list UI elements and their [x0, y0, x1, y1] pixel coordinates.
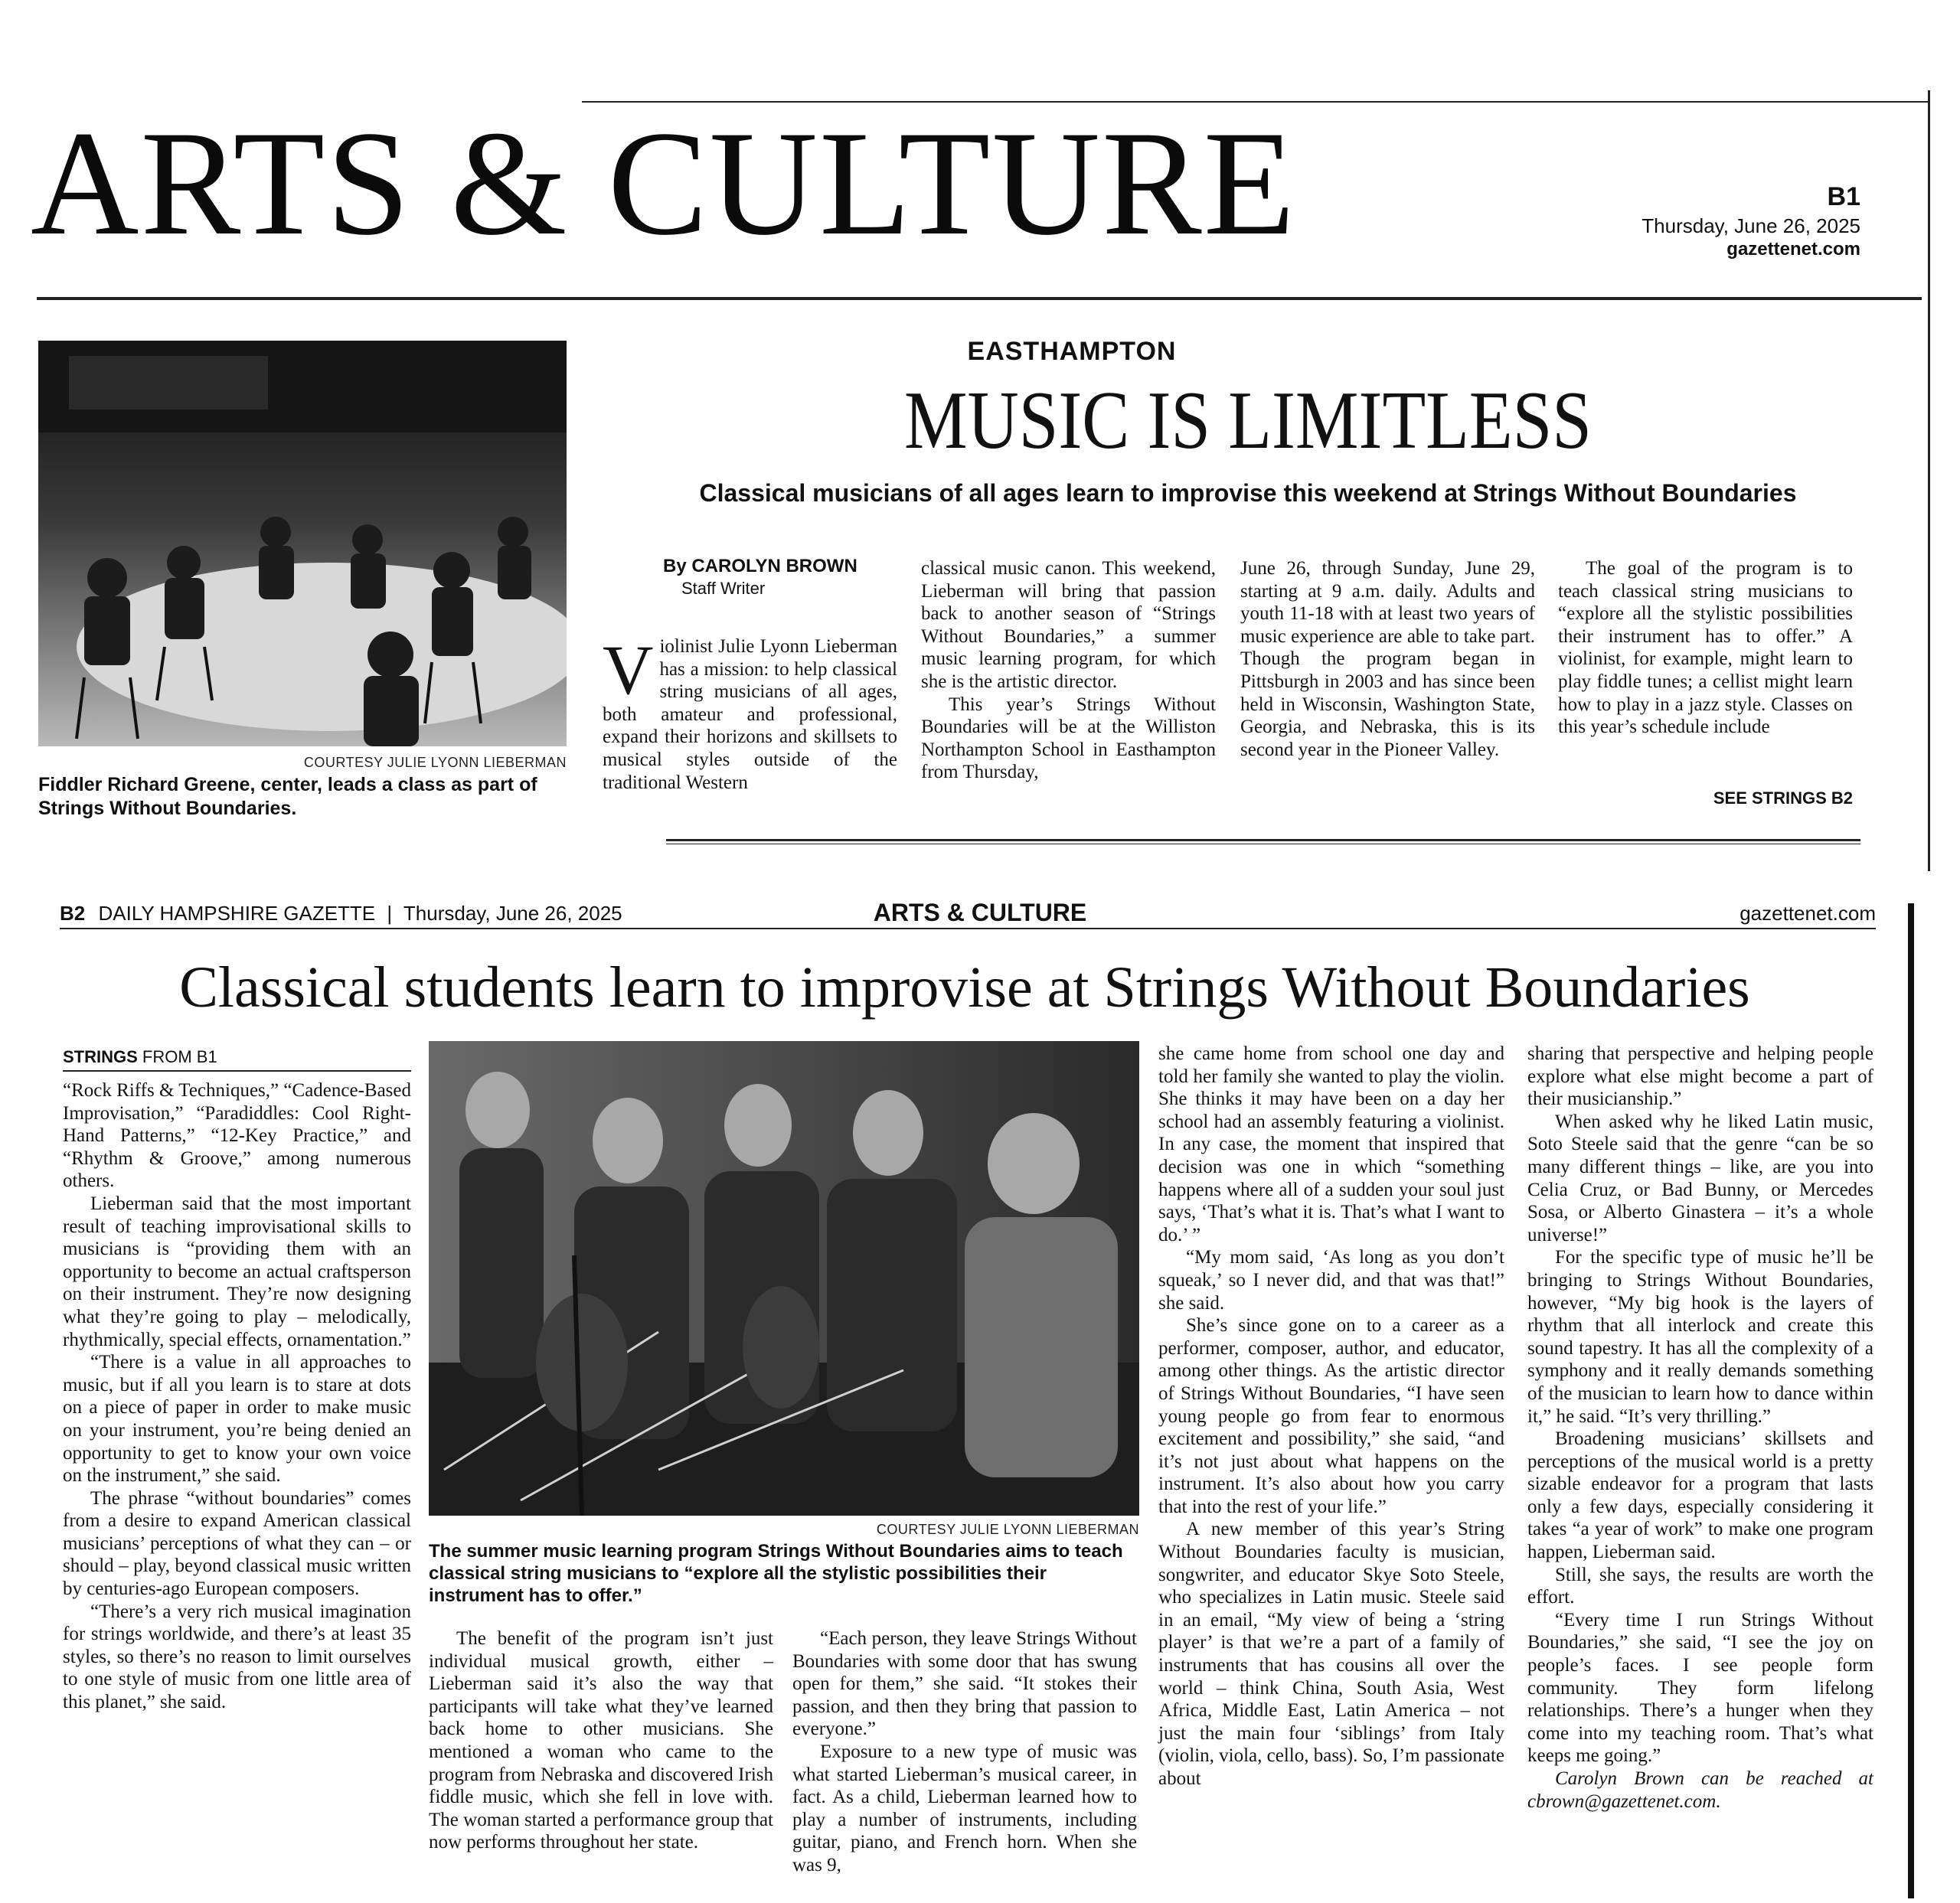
website: gazettenet.com [1726, 239, 1860, 260]
page2-photo-credit: COURTESY JULIE LYONN LIEBERMAN [876, 1522, 1139, 1537]
byline: By CAROLYN BROWN [663, 556, 858, 576]
jump-from-page: FROM B1 [142, 1047, 217, 1066]
folio-divider: | [387, 902, 393, 925]
byline-title: Staff Writer [681, 579, 766, 598]
p2c1-paragraph-2: Lieberman said that the most important result of teaching improvisational skills to musicians is “providing them with an opportunity to become an actual craftsperson on their instrument. They’re now designing what they’re going to play – melodically, rhythmically, special effects, ornamentation.” [63, 1193, 411, 1350]
column-2-paragraph-2: This year’s Strings Without Boundaries will be at the Williston Northampton School in Easthampton from Thursday, [921, 694, 1216, 783]
musicians-photo-image [429, 1041, 1139, 1516]
masthead-rule [37, 297, 1922, 300]
page2-column-3 [792, 1627, 1137, 1877]
page-number: B1 [1827, 182, 1860, 211]
section-name: ARTS & CULTURE [873, 899, 1087, 926]
issue-date: Thursday, June 26, 2025 [1642, 214, 1860, 237]
page2-column-1 [63, 1079, 411, 1714]
photo-caption: Fiddler Richard Greene, center, leads a class as part of Strings Without Boundaries. [38, 774, 537, 819]
p2c3-paragraph-2: Exposure to a new type of music was what started Lieberman’s musical career, in fact. As a child, Lieberman learned how to play a number of instruments, including guitar, piano, and French horn. When she was 9, [792, 1741, 1137, 1875]
masthead: ARTS & CULTURE [31, 100, 1297, 266]
page2-column-2 [429, 1627, 773, 1854]
page2-photo-caption: The summer music learning program Strings Without Boundaries aims to teach classical string musicians to “explore all the stylistic possibilities their instrument has to offer.” [429, 1541, 1123, 1606]
story-column-2 [921, 557, 1216, 784]
kicker: EASTHAMPTON [967, 337, 1177, 366]
p2c3-paragraph-1: “Each person, they leave Strings Without Boundaries with some door that has swung open for them,” she said. “It stokes their passion, and then they bring that passion to everyone.” [792, 1628, 1137, 1740]
page2-column-4 [1158, 1043, 1504, 1790]
jump-from [63, 1047, 217, 1067]
story-column-1 [603, 631, 897, 794]
p2c4-paragraph-4: A new member of this year’s String Without Boundaries faculty is musician, songwriter, and educator Skye Soto Steele, who specializes in Latin music. Steele said in an email, “My view of being a ‘string player’ is that we’re a part of a family of instruments that has cousins all over the world – think China, South Asia, West Africa, Middle East, Latin America – not just the main four ‘siblings’ from Italy (violin, viola, cello, bass). So, I’m passionate about [1158, 1519, 1505, 1789]
p2c5-paragraph-1: sharing that perspective and helping people explore what else might become a part of their musicianship.” [1527, 1043, 1873, 1110]
column-2-paragraph-1: classical music canon. This weekend, Lieberman will bring that passion back to another season of “Strings Without Boundaries,” a summer music learning program, for which she is the artistic director. [921, 558, 1216, 692]
column-3-text: June 26, through Sunday, June 29, starting at 9 a.m. daily. Adults and youth 11-18 with at least two years of music experience are able to take part. Though the program began in Pittsburgh in 2003 and has since been held in Wisconsin, Washington State, Georgia, and Nebraska, this is its second year in the Pioneer Valley. [1240, 558, 1535, 760]
author-tagline: Carolyn Brown can be reached at cbrown@gazettenet.com. [1527, 1768, 1873, 1812]
p2c4-paragraph-1: she came home from school one day and told her family she wanted to play the violin. She thinks it may have been on a day her school had an assembly featuring a violinist. In any case, the moment that inspired that decision was one in which “something happens where all of a sudden your soul just says, ‘That’s what it is. That’s what I want to do.’ ” [1158, 1043, 1504, 1245]
p2c1-paragraph-1: “Rock Riffs & Techniques,” “Cadence-Based Improvisation,” “Paradiddles: Cool Right-Hand Patterns,” “12-Key Practice,” and “Rhythm & Groove,” among numerous others. [63, 1080, 411, 1192]
page1-bottom-rule [666, 839, 1860, 841]
p2c1-paragraph-5: “There’s a very rich musical imagination for strings worldwide, and there’s at least 35 styles, so there’s no reason to limit ourselves to one style of music from one little area of this planet,” she said. [63, 1601, 411, 1713]
p2c5-paragraph-5: Still, she says, the results are worth the effort. [1527, 1564, 1873, 1608]
rehearsal-photo [38, 341, 567, 746]
musicians-photo [429, 1041, 1139, 1516]
jump-rule [63, 1070, 411, 1072]
page2-headline: Classical students learn to improvise at Strings Without Boundaries [179, 955, 1750, 1020]
folio [60, 902, 622, 925]
folio-rule [60, 928, 1876, 929]
p2c5-paragraph-2: When asked why he liked Latin music, Soto Steele said that the genre “can be so many different things – like, are you into Celia Cruz, or Bad Bunny, or Mercedes Sosa, or Alberto Ginastera – it’s a whole universe!” [1527, 1111, 1873, 1245]
jump-line: SEE STRINGS B2 [1713, 788, 1853, 808]
column-4-text: The goal of the program is to teach classical string musicians to “explore all the stylistic possibilities their instrument has to offer.” A violinist, for example, might learn to play fiddle tunes; a cellist might learn how to play in a jazz style. Classes on this year’s schedule include [1558, 558, 1853, 738]
folio-page: B2 [60, 902, 86, 925]
p2c2-paragraph-1: The benefit of the program isn’t just individual musical growth, either – Lieberman said it’s also the way that participants will take what they’ve learned back home to other musicians. She mentioned a woman who came to the program from Nebraska and discovered Irish fiddle music, which she fell in love with. The woman started a performance group that now performs throughout her state. [429, 1628, 773, 1853]
story-column-4 [1558, 557, 1853, 739]
p2c4-paragraph-2: “My mom said, ‘As long as you don’t squeak,’ so I never did, and that was that!” she said. [1158, 1247, 1504, 1314]
p2c5-paragraph-6: “Every time I run Strings Without Boundaries,” she said, “I see the joy on people’s faces. I see people form community. They form lifelong relationships. There’s a hunger when they come into my teaching room. That’s what keeps me going.” [1527, 1609, 1873, 1767]
folio-paper: DAILY HAMPSHIRE GAZETTE [98, 902, 376, 925]
subhead: Classical musicians of all ages learn to improvise this weekend at Strings Without Boundaries [699, 479, 1797, 507]
page2-right-edge-rule [1908, 903, 1914, 1898]
page2-column-5 [1527, 1043, 1873, 1813]
p2c5-paragraph-3: For the specific type of music he’ll be bringing to Strings Without Boundaries, however, “My big hook is the layers of rhythm that all interlock and create this sound tapestry. It has all the complexity of a symphony and it really demands something of the musician to learn how to dance within it,” he said. “It’s very thrilling.” [1527, 1247, 1873, 1427]
folio-date: Thursday, June 26, 2025 [403, 902, 622, 925]
p2c1-paragraph-3: “There is a value in all approaches to music, but if all you learn is to stare at dots on a piece of paper in order to make music on your instrument, you’re being denied an opportunity to get to know your own voice on the instrument,” she said. [63, 1352, 411, 1487]
column-1-text: iolinist Julie Lyonn Lieberman has a mission: to help classical string musicians of all ages, both amateur and professional, expand their horizons and skillsets to musical styles outside of the traditional Western [603, 636, 897, 793]
drop-cap: V [603, 631, 654, 709]
headline: MUSIC IS LIMITLESS [904, 375, 1592, 466]
p2c4-paragraph-3: She’s since gone on to a career as a performer, composer, author, and educator, among other things. As the artistic director of Strings Without Boundaries, “I have seen young people go from fear to enormous excitement and possibility,” she said, “and it’s not just about what happens on the instrument. It’s also about how you carry that into the rest of your life.” [1158, 1315, 1504, 1517]
right-edge-rule [1928, 90, 1930, 871]
page2-website: gazettenet.com [1740, 902, 1876, 925]
p2c1-paragraph-4: The phrase “without boundaries” comes from a desire to expand American classical musicians’ perceptions of what they can – or should – play, beyond classical music written by centuries-ago European composers. [63, 1487, 411, 1600]
jump-from-label: STRINGS [63, 1047, 138, 1066]
p2c5-paragraph-4: Broadening musicians’ skillsets and perceptions of the musical world is a pretty sizable endeavor for a program that lasts only a few days, especially considering it takes “a year of work” to make one program happen, Lieberman said. [1527, 1428, 1873, 1563]
photo-credit: COURTESY JULIE LYONN LIEBERMAN [303, 755, 567, 770]
rehearsal-photo-image [38, 341, 567, 746]
story-column-3 [1240, 557, 1535, 761]
